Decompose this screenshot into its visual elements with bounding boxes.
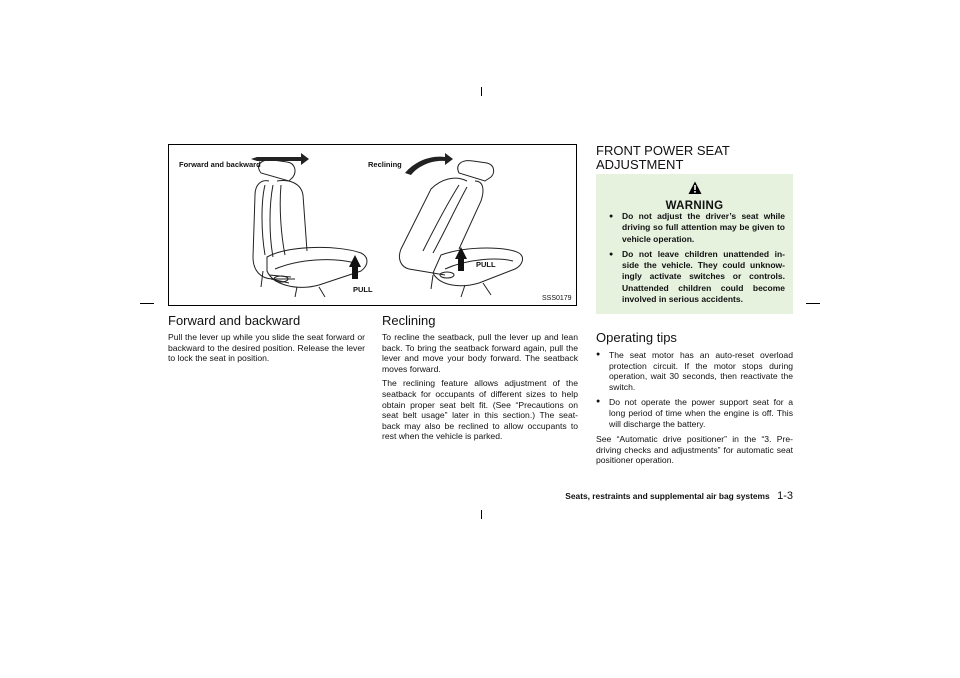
- bullet-icon: ●: [609, 213, 614, 220]
- tips-item-text: Do not operate the power support seat for a long period of time when the engine is off. This will discharge the battery.: [609, 397, 793, 429]
- figure-pull-right: PULL: [476, 260, 496, 269]
- footer-section-title: Seats, restraints and supplemental air bag systems: [565, 491, 770, 501]
- bullet-icon: ●: [596, 351, 601, 358]
- crop-mark-top: [481, 87, 482, 96]
- seat-illustration: [168, 144, 577, 306]
- page-footer: [512, 486, 793, 504]
- forward-section: [168, 332, 365, 364]
- reclining-heading: Reclining: [382, 313, 436, 328]
- warning-box: [596, 174, 793, 314]
- footer-page-number: 1-3: [777, 490, 793, 502]
- tips-list: [596, 350, 793, 429]
- power-seat-heading-line1: FRONT POWER SEAT: [596, 143, 730, 158]
- warning-title: WARNING: [665, 200, 724, 212]
- crop-mark-bottom: [481, 510, 482, 519]
- reclining-section: [382, 332, 578, 442]
- figure-pull-left: PULL: [353, 285, 373, 294]
- bullet-icon: ●: [609, 250, 614, 258]
- figure-code: SSS0179: [542, 295, 572, 302]
- forward-heading: Forward and backward: [168, 313, 301, 328]
- warning-item-text: Do not leave children unattended in-side the vehicle. They could unknow-ingly activate switches or controls. Unattended children could become involved in serious accidents.: [622, 248, 785, 305]
- figure-label-forward: Forward and backward: [179, 160, 261, 169]
- tips-item: [596, 350, 793, 392]
- figure-label-reclining: Reclining: [368, 160, 402, 169]
- tips-after: See “Automatic drive positioner” in the “3. Pre-driving checks and adjustments” for automatic seat positioner operation.: [596, 434, 793, 466]
- reclining-p2: The reclining feature allows adjustment of the seatback for occupants of different sizes to help obtain proper seat belt fit. (See “Precautions on seat belt usage” later in this section.) The seat-back may also be reclined to allow occupants to rest when the vehicle is parked.: [382, 378, 578, 442]
- left-seat-drawing: [253, 160, 367, 297]
- seat-drawing: [169, 145, 576, 305]
- warning-item-text: Do not adjust the driver’s seat while driving so full attention may be given to vehicle operation.: [622, 211, 785, 244]
- tips-item: [596, 397, 793, 429]
- reclining-arrow: [405, 153, 453, 175]
- reclining-p1: To recline the seatback, pull the lever up and lean back. To bring the seatback forward again, pull the lever and move your body forward. The seatback moves forward.: [382, 332, 578, 374]
- crop-mark-right: [806, 303, 820, 304]
- warning-list: [609, 211, 785, 309]
- warning-icon: [688, 181, 702, 195]
- right-seat-drawing: [399, 161, 522, 297]
- forward-body: Pull the lever up while you slide the seat forward or backward to the desired position. Release the lever to lock the seat in position.: [168, 332, 365, 364]
- crop-mark-left: [140, 303, 154, 304]
- tips-heading: Operating tips: [596, 330, 677, 345]
- left-pull-arrow: [349, 255, 361, 279]
- power-seat-heading: [596, 144, 730, 172]
- tips-section: [596, 350, 793, 466]
- warning-header: [596, 181, 793, 212]
- power-seat-heading-line2: ADJUSTMENT: [596, 157, 684, 172]
- warning-item: [609, 249, 785, 305]
- warning-item: [609, 211, 785, 245]
- tips-item-text: The seat motor has an auto-reset overload protection circuit. If the motor stops during operation, wait 30 seconds, then reactivate the switch.: [609, 350, 793, 392]
- bullet-icon: ●: [596, 398, 601, 406]
